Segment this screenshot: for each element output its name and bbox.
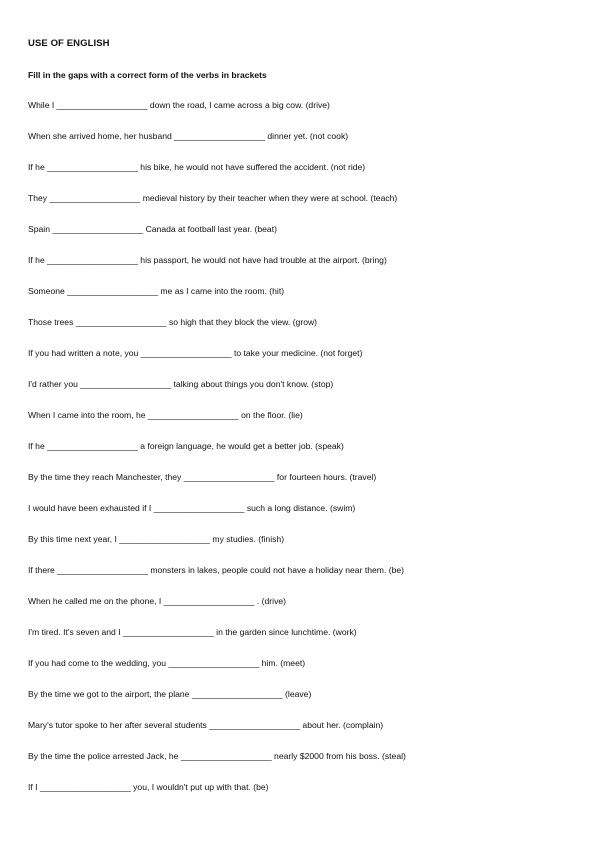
exercise-item: When I came into the room, he ___________________ on the floor. (lie) [28,410,303,420]
exercise-item: By the time they reach Manchester, they ___________________ for fourteen hours. (travel) [28,472,377,482]
exercise-item: When he called me on the phone, I ___________________ . (drive) [28,596,287,606]
exercise-item: Someone ___________________ me as I came into the room. (hit) [28,286,285,296]
exercise-item: They ___________________ medieval history by their teacher when they were at school. (teach) [28,193,398,203]
worksheet-instructions: Fill in the gaps with a correct form of the verbs in brackets [28,70,267,80]
exercise-item: If he ___________________ his passport, he would not have had trouble at the airport. (bring) [28,255,387,265]
exercise-item: If I ___________________ you, I wouldn't put up with that. (be) [28,782,269,792]
exercise-item: When she arrived home, her husband ___________________ dinner yet. (not cook) [28,131,349,141]
exercise-item: Spain ___________________ Canada at football last year. (beat) [28,224,277,234]
exercise-item: I'd rather you ___________________ talking about things you don't know. (stop) [28,379,334,389]
exercise-item: If you had written a note, you ___________________ to take your medicine. (not forget) [28,348,363,358]
exercise-item: Mary's tutor spoke to her after several students ___________________ about her. (complain) [28,720,384,730]
exercise-item: I would have been exhausted if I ___________________ such a long distance. (swim) [28,503,356,513]
exercise-item: While I ___________________ down the road, I came across a big cow. (drive) [28,100,330,110]
exercise-item: Those trees ___________________ so high that they block the view. (grow) [28,317,318,327]
exercise-item: If there ___________________ monsters in lakes, people could not have a holiday near them. (be) [28,565,404,575]
exercise-item: I'm tired. It's seven and I ___________________ in the garden since lunchtime. (work) [28,627,357,637]
exercise-item: By the time the police arrested Jack, he ___________________ nearly $2000 from his boss. (steal) [28,751,406,761]
exercise-item: By this time next year, I ___________________ my studies. (finish) [28,534,285,544]
exercise-item: If you had come to the wedding, you ___________________ him. (meet) [28,658,306,668]
worksheet-title: USE OF ENGLISH [28,38,110,49]
exercise-item: By the time we got to the airport, the plane ___________________ (leave) [28,689,312,699]
exercise-list [28,100,406,813]
exercise-item: If he ___________________ his bike, he would not have suffered the accident. (not ride) [28,162,366,172]
exercise-item: If he ___________________ a foreign language, he would get a better job. (speak) [28,441,344,451]
